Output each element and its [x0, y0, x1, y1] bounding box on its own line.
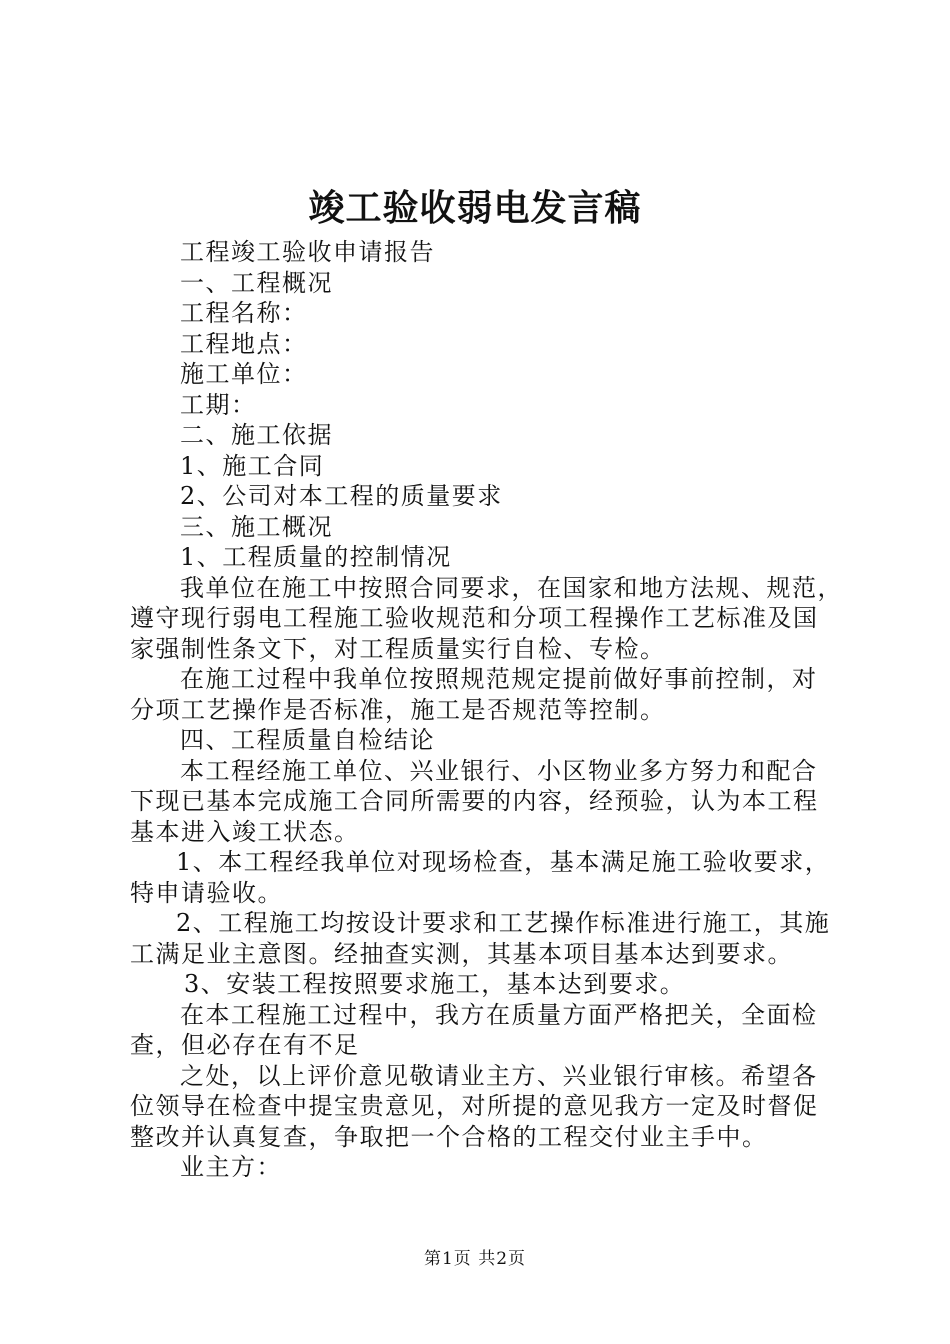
paragraph-1-line-2: 遵守现行弱电工程施工验收规范和分项工程操作工艺标准及国: [130, 604, 819, 632]
paragraph-7-line-1: 在本工程施工过程中，我方在质量方面严格把关，全面检: [180, 1000, 818, 1029]
project-location-field: 工程地点：: [180, 329, 308, 358]
construction-unit-field: 施工单位：: [180, 360, 308, 388]
paragraph-1-line-3: 家强制性条文下，对工程质量实行自检、专检。: [130, 634, 666, 663]
project-name-field: 工程名称：: [180, 299, 308, 327]
paragraph-5-line-2: 工满足业主意图。经抽查实测，其基本项目基本达到要求。: [130, 939, 793, 968]
paragraph-3-line-3: 基本进入竣工状态。: [130, 817, 360, 846]
paragraph-4-line-1: 1、本工程经我单位对现场检查，基本满足施工验收要求，: [176, 848, 831, 876]
paragraph-8-line-3: 整改并认真复查，争取把一个合格的工程交付业主手中。: [130, 1122, 768, 1151]
paragraph-2-line-1: 在施工过程中我单位按照规范规定提前做好事前控制，对: [180, 665, 818, 693]
paragraph-3-line-1: 本工程经施工单位、兴业银行、小区物业多方努力和配合: [180, 756, 818, 785]
subheading-quality-control: 1、工程质量的控制情况: [180, 543, 452, 571]
page-number-footer: 第1页 共2页: [423, 1249, 527, 1269]
paragraph-8-line-1: 之处，以上评价意见敬请业主方、兴业银行审核。希望各: [180, 1061, 818, 1090]
basis-item-1: 1、施工合同: [180, 451, 325, 480]
schedule-field: 工期：: [180, 390, 257, 419]
section-heading-4: 四、工程质量自检结论: [180, 726, 435, 754]
section-heading-3: 三、施工概况: [180, 512, 333, 541]
paragraph-2-line-2: 分项工艺操作是否标准，施工是否规范等控制。: [130, 695, 666, 724]
paragraph-6: 3、安装工程按照要求施工，基本达到要求。: [184, 970, 686, 998]
report-title-line: 工程竣工验收申请报告: [180, 238, 435, 266]
paragraph-8-line-2: 位领导在检查中提宝贵意见，对所提的意见我方一定及时督促: [130, 1092, 819, 1120]
paragraph-4-line-2: 特申请验收。: [130, 878, 283, 907]
owner-signature-label: 业主方：: [180, 1153, 282, 1181]
document-title: 竣工验收弱电发言稿: [308, 187, 642, 229]
paragraph-7-line-2: 查，但必存在有不足: [130, 1031, 360, 1059]
document-body: [130, 237, 843, 1183]
paragraph-5-line-1: 2、工程施工均按设计要求和工艺操作标准进行施工，其施: [176, 909, 831, 937]
paragraph-3-line-2: 下现已基本完成施工合同所需要的内容，经预验，认为本工程: [130, 787, 819, 815]
paragraph-1-line-1: 我单位在施工中按照合同要求，在国家和地方法规、规范，: [180, 573, 843, 602]
section-heading-2: 二、施工依据: [180, 421, 333, 449]
basis-item-2: 2、公司对本工程的质量要求: [180, 482, 503, 510]
section-heading-1: 一、工程概况: [180, 268, 333, 297]
